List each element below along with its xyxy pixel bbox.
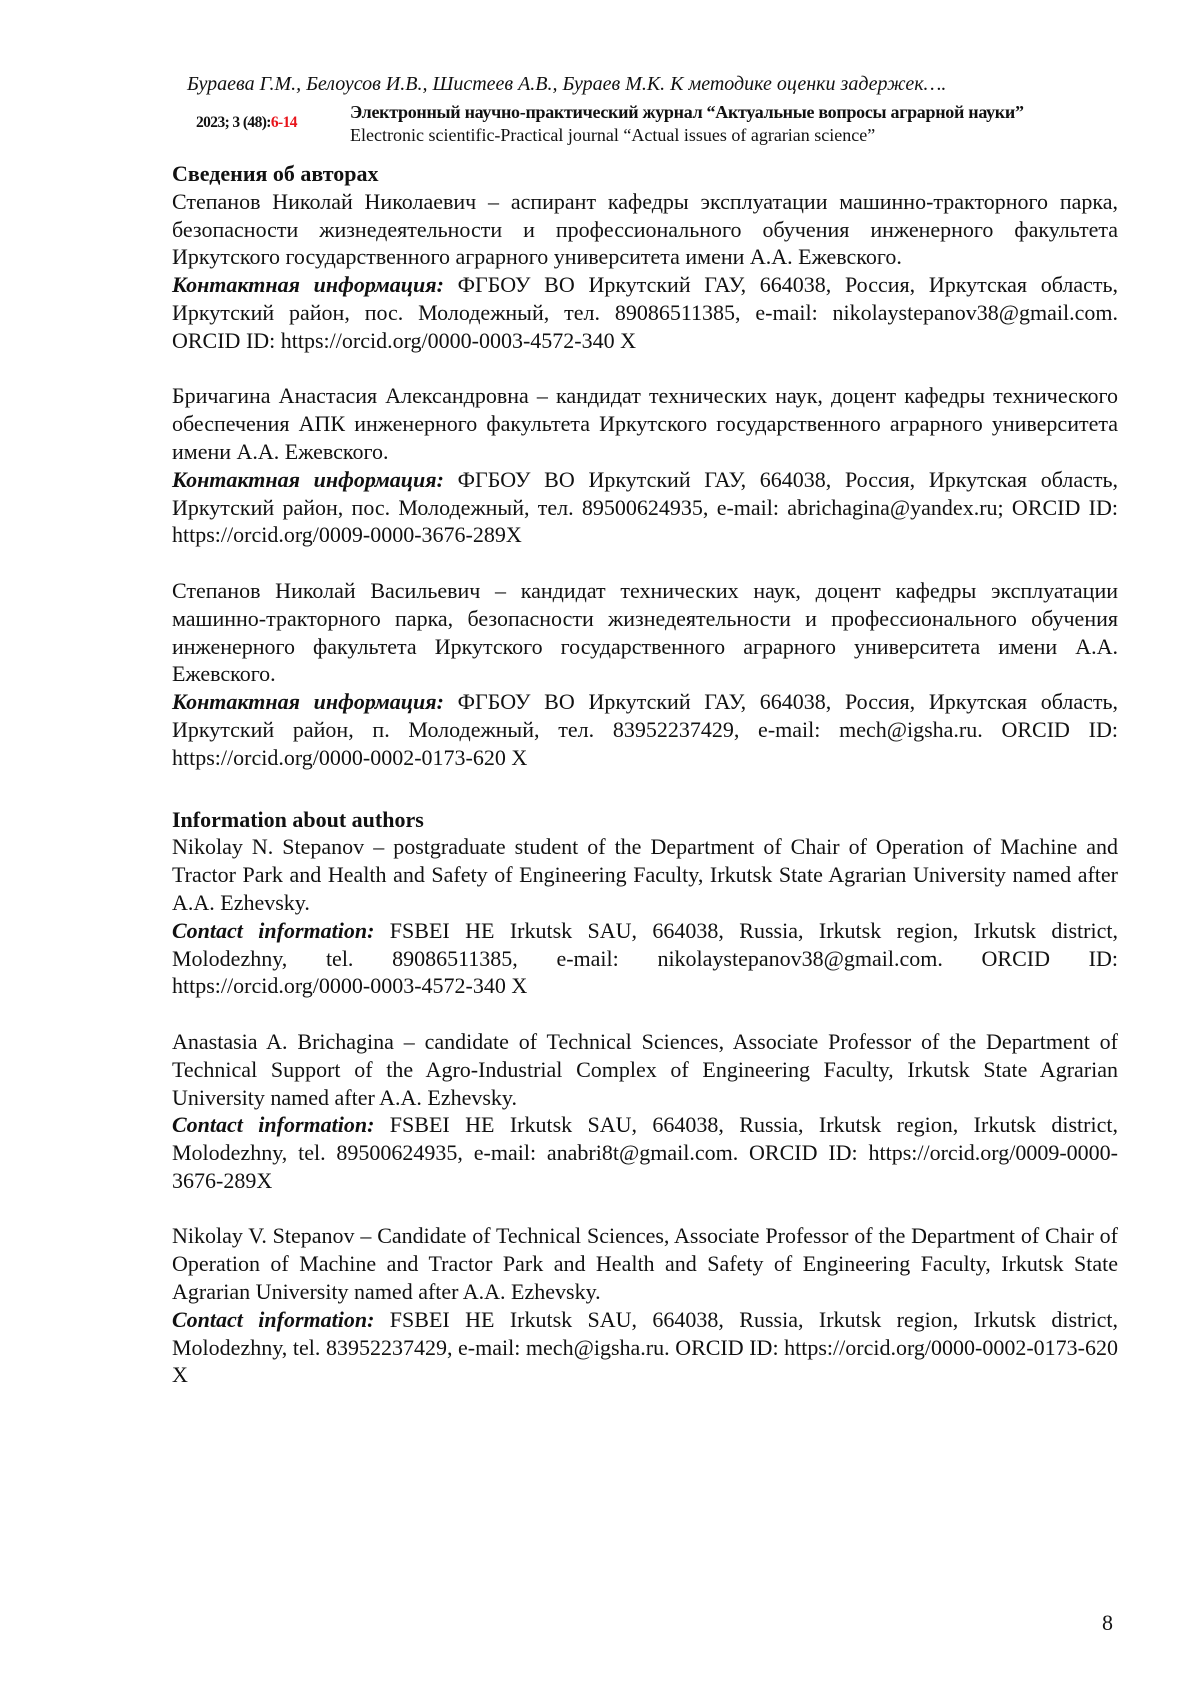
- author-entry: [172, 382, 1118, 549]
- contact-label: Контактная информация:: [172, 466, 444, 492]
- author-entry: [172, 1222, 1118, 1389]
- author-contact: [172, 271, 1118, 354]
- contact-text: ФГБОУ ВО Иркутский ГАУ, 664038, Россия, Иркутская область, Иркутский район, пос. Молодежный, тел. 89500624935, e-mail: abrichagina@yandex.ru; ORCID ID: https://orcid.org/0009-0000-3676-289X: [172, 466, 1119, 548]
- issue-number: 2023; 3 (48):: [196, 114, 271, 131]
- author-contact: [172, 917, 1118, 1000]
- author-contact: [172, 466, 1118, 549]
- journal-title-en: Electronic scientific-Practical journal “Actual issues of agrarian science”: [350, 125, 876, 145]
- section-heading: Information about authors: [172, 806, 424, 832]
- page-content: [172, 160, 1118, 1423]
- contact-text: ФГБОУ ВО Иркутский ГАУ, 664038, Россия, Иркутская область, Иркутский район, п. Молодежный, тел. 83952237429, e-mail: mech@igsha.ru. ORCID ID: https://orcid.org/0000-0002-0173-620 X: [172, 689, 1119, 770]
- contact-label: Contact information:: [172, 917, 375, 943]
- contact-text: FSBEI HE Irkutsk SAU, 664038, Russia, Irkutsk region, Irkutsk district, Molodezhny, tel. 83952237429, e-mail: mech@igsha.ru. ORCID ID: https://orcid.org/0000-0002-0173-620 X: [172, 1306, 1118, 1388]
- journal-title-ru: Электронный научно-практический журнал “Актуальные вопросы аграрной науки”: [350, 102, 1024, 122]
- contact-label: Контактная информация:: [172, 689, 444, 715]
- section-heading: Сведения об авторах: [172, 161, 379, 186]
- issue-reference: [196, 113, 297, 133]
- page-number: 8: [1102, 1610, 1113, 1635]
- author-bio: Бричагина Анастасия Александровна – кандидат технических наук, доцент кафедры технического обеспечения АПК инженерного факультета Иркутского государственного аграрного университета имени А.А. Ежевского.: [172, 383, 1118, 464]
- author-bio: Nikolay N. Stepanov – postgraduate student of the Department of Chair of Operation of Machine and Tractor Park and Health and Safety of Engineering Faculty, Irkutsk State Agrarian University named after A.A. Ezhevsky.: [172, 834, 1118, 915]
- issue-pages: 6-14: [270, 114, 297, 131]
- contact-text: ФГБОУ ВО Иркутский ГАУ, 664038, Россия, Иркутская область, Иркутский район, пос. Молодежный, тел. 89086511385, e-mail: nikolaystepanov38@gmail.com. ORCID ID: https://orcid.org/0000-0003-4572-340 X: [172, 272, 1119, 353]
- author-bio: Степанов Николай Васильевич – кандидат технических наук, доцент кафедры эксплуатации машинно-тракторного парка, безопасности жизнедеятельности и профессионального обучения инженерного факультета Иркутского государственного аграрного университета имени А.А. Ежевского.: [172, 577, 1118, 687]
- contact-label: Контактная информация:: [172, 272, 444, 298]
- author-contact: [172, 1111, 1118, 1194]
- author-contact: [172, 688, 1118, 771]
- contact-label: Contact information:: [172, 1112, 375, 1138]
- author-bio: Nikolay V. Stepanov – Candidate of Technical Sciences, Associate Professor of the Department of Chair of Operation of Machine and Tractor Park and Health and Safety of Engineering Faculty, Irkutsk State Agrarian University named after A.A. Ezhevsky.: [172, 1223, 1118, 1305]
- author-bio: Anastasia A. Brichagina – candidate of Technical Sciences, Associate Professor of the Department of Technical Support of the Agro-Industrial Complex of Engineering Faculty, Irkutsk State Agrarian University named after A.A. Ezhevsky.: [172, 1028, 1118, 1110]
- author-entry: [172, 833, 1118, 1000]
- author-bio: Степанов Николай Николаевич – аспирант кафедры эксплуатации машинно-тракторного парка, безопасности жизнедеятельности и профессионального обучения инженерного факультета Иркутского государственного аграрного университета имени А.А. Ежевского.: [172, 188, 1118, 270]
- running-head: Бураева Г.М., Белоусов И.В., Шистеев А.В., Бураев М.К. К методике оценки задержек….: [187, 73, 947, 95]
- section-authors-ru: [172, 160, 1118, 772]
- author-entry: [172, 1028, 1118, 1195]
- author-entry: [172, 577, 1118, 772]
- contact-text: FSBEI HE Irkutsk SAU, 664038, Russia, Irkutsk region, Irkutsk district, Molodezhny, tel. 89500624935, e-mail: anabri8t@gmail.com. ORCID ID: https://orcid.org/0009-0000-3676-289X: [172, 1112, 1118, 1193]
- author-contact: [172, 1306, 1118, 1389]
- journal-header: [196, 101, 1136, 147]
- journal-titles: [350, 101, 1024, 147]
- contact-text: FSBEI HE Irkutsk SAU, 664038, Russia, Irkutsk region, Irkutsk district, Molodezhny, tel. 89086511385, e-mail: nikolaystepanov38@gmail.com. ORCID ID: https://orcid.org/0000-0003-4572-340 X: [172, 917, 1118, 999]
- author-entry: [172, 188, 1118, 355]
- section-authors-en: [172, 806, 1118, 1390]
- contact-label: Contact information:: [172, 1306, 375, 1332]
